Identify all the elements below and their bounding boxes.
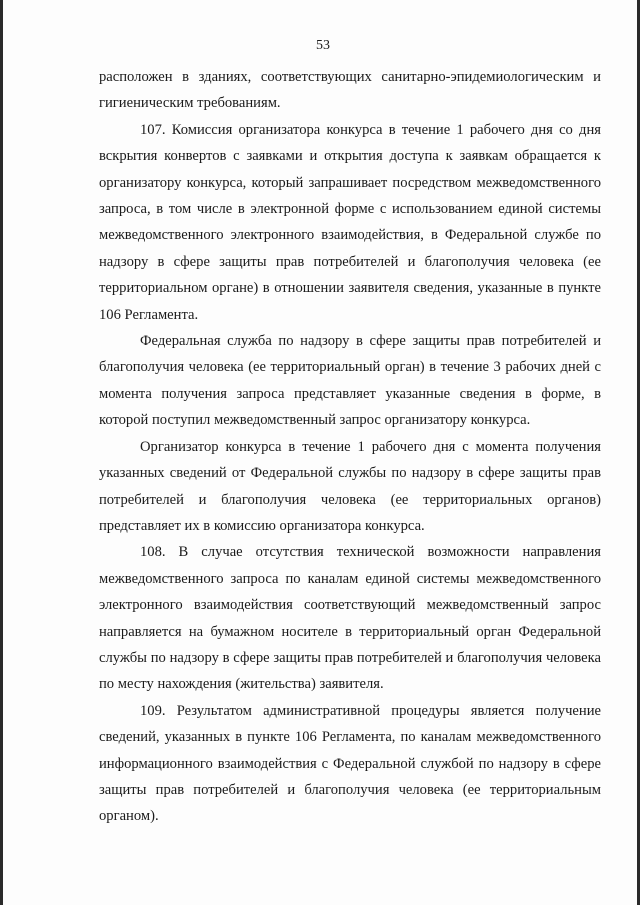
paragraph-federal-service-response: Федеральная служба по надзору в сфере защиты прав потребителей и благополучия человека (ее территориальный орган) в течение 3 рабочих дней с момента получения запроса представляет указанные сведения в форме, в которой поступил межведомственный запрос организатору конкурса. xyxy=(99,333,601,429)
page-number: 53 xyxy=(316,38,330,53)
paragraph-continuation: расположен в зданиях, соответствующих санитарно-эпидемиологическим и гигиеническим требованиям. xyxy=(99,69,601,112)
paragraph-item-108: 108. В случае отсутствия технической возможности направления межведомственного запроса по каналам единой системы межведомственного электронного взаимодействия соответствующий межведомственный запрос направляется на бумажном носителе в территориальный орган Федеральной службы по надзору в сфере защиты прав потребителей и благополучия человека по месту нахождения (жительства) заявителя. xyxy=(99,544,601,693)
document-body xyxy=(99,64,601,830)
paragraph-item-109: 109. Результатом административной процедуры является получение сведений, указанных в пункте 106 Регламента, по каналам межведомственного информационного взаимодействия с Федеральной службой по надзору в сфере защиты прав потребителей и благополучия человека (ее территориальным органом). xyxy=(99,702,601,825)
paragraph-item-107: 107. Комиссия организатора конкурса в течение 1 рабочего дня со дня вскрытия конвертов с заявками и открытия доступа к заявкам обращается к организатору конкурса, который запрашивает посредством межведомственного запроса, в том числе в электронной форме с использованием единой системы межведомственного электронного взаимодействия, в Федеральной службе по надзору в сфере защиты прав потребителей и благополучия человека (ее территориальном органе) в отношении заявителя сведения, указанные в пункте 106 Регламента. xyxy=(99,121,601,323)
paragraph-organizer-submits: Организатор конкурса в течение 1 рабочего дня с момента получения указанных сведений от Федеральной службы по надзору в сфере защиты прав потребителей и благополучия человека (ее территориальных органов) представляет их в комиссию организатора конкурса. xyxy=(99,438,601,534)
